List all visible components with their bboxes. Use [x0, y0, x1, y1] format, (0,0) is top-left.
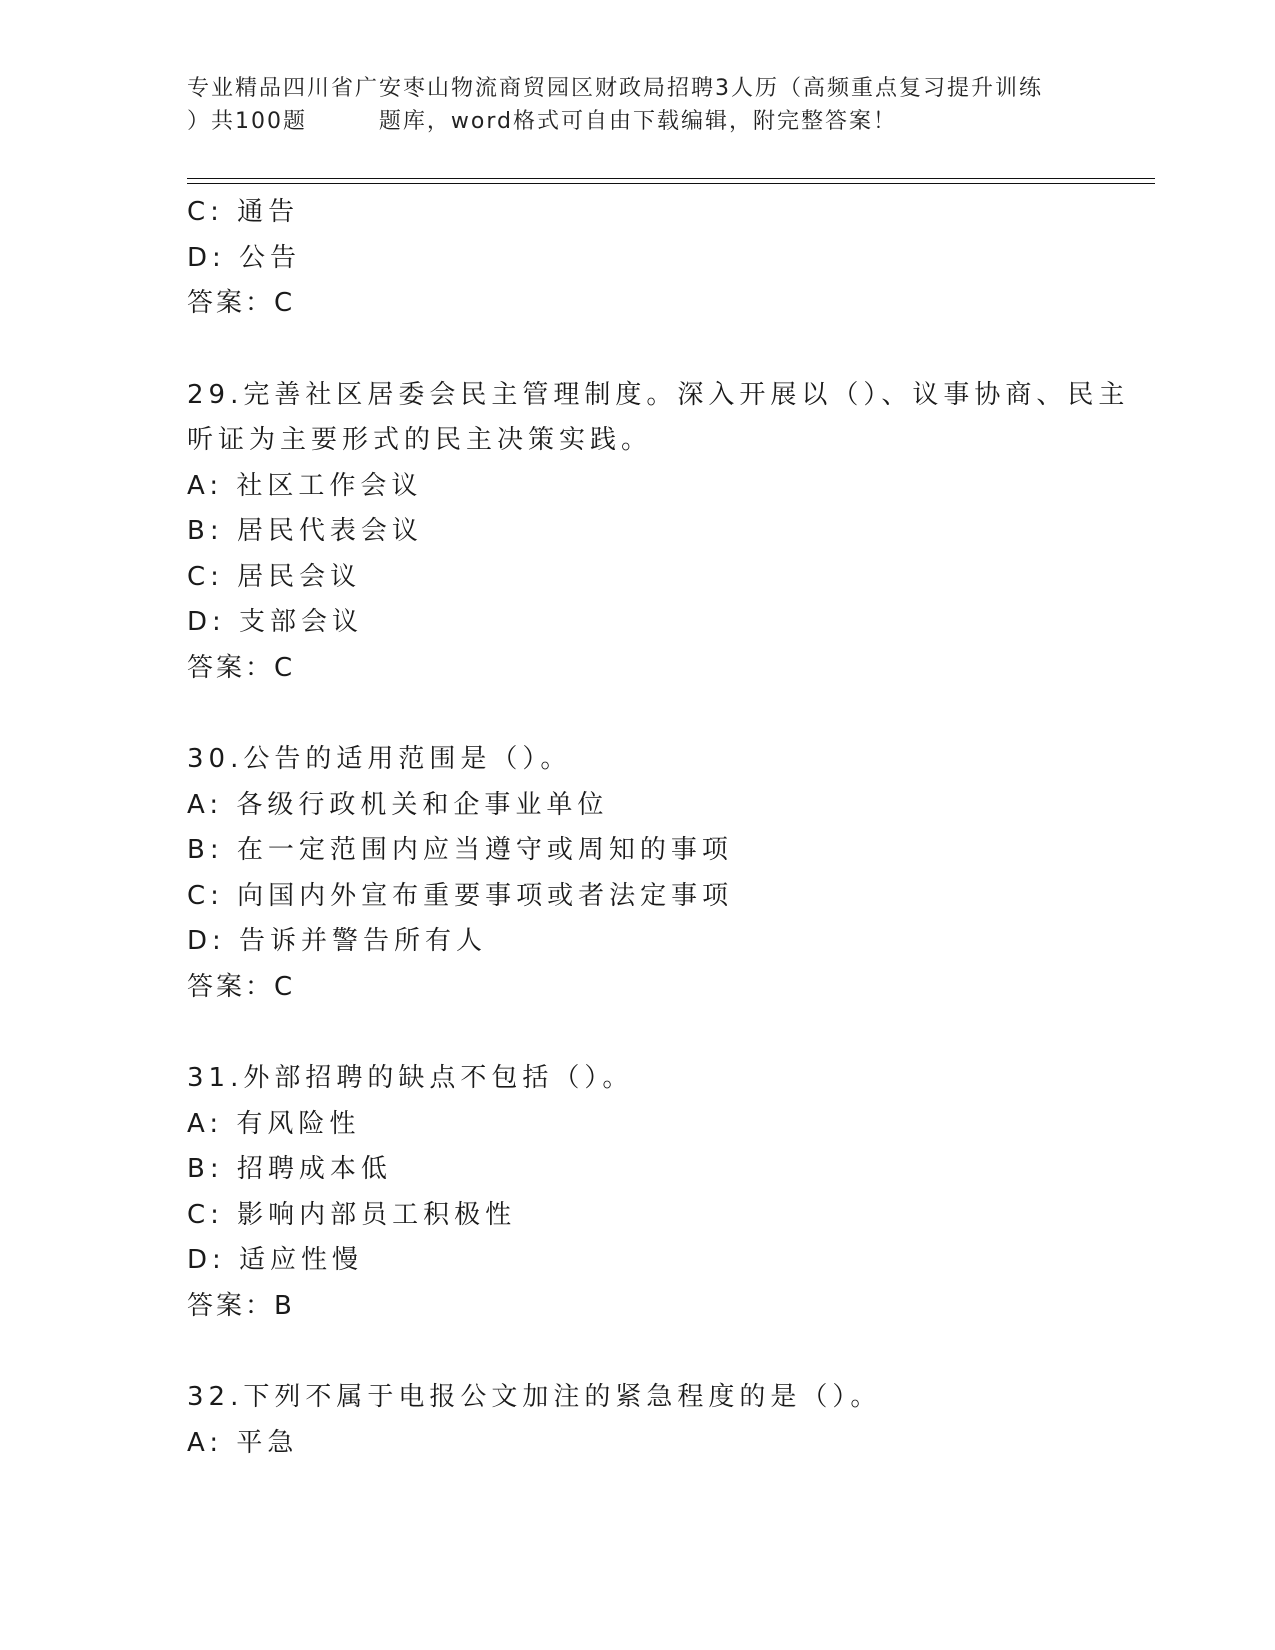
option-c: C: 居民会议 [187, 561, 362, 592]
answer-line: 答案：C [187, 652, 296, 683]
spacer [187, 327, 1147, 373]
answer-line: 答案：C [187, 971, 296, 1002]
option-a: A: 平急 [187, 1427, 299, 1458]
option-b: B: 招聘成本低 [187, 1154, 392, 1184]
answer-line: 答案：B [187, 1290, 295, 1321]
spacer [187, 1329, 1147, 1375]
question-block-30 [187, 737, 1147, 1010]
option-c: C: 通告 [187, 197, 300, 227]
question-block-29 [187, 373, 1147, 692]
question-stem: 31.外部招聘的缺点不包括（）。 [187, 1063, 634, 1093]
option-d: D: 公告 [187, 242, 302, 273]
spacer [187, 1010, 1147, 1056]
option-c: C: 向国内外宣布重要事项或者法定事项 [187, 880, 734, 911]
question-stem: 29.完善社区居委会民主管理制度。深入开展以（）、议事协商、民主 [187, 379, 1130, 410]
question-list [187, 190, 1147, 1466]
option-d: D: 告诉并警告所有人 [187, 926, 488, 956]
header-divider-top [187, 178, 1155, 179]
question-stem-continued: 听证为主要形式的民主决策实践。 [187, 425, 653, 455]
question-stem: 32.下列不属于电报公文加注的紧急程度的是（）。 [187, 1382, 882, 1412]
question-stem: 30.公告的适用范围是（）。 [187, 744, 572, 774]
answer-line: 答案：C [187, 288, 296, 318]
question-block-31 [187, 1056, 1147, 1329]
option-c: C: 影响内部员工积极性 [187, 1199, 517, 1230]
document-header [187, 72, 1087, 138]
header-title-line1: 专业精品四川省广安枣山物流商贸园区财政局招聘3人历（高频重点复习提升训练 [187, 76, 1043, 101]
question-block-32 [187, 1375, 1147, 1466]
option-d: D: 适应性慢 [187, 1245, 364, 1275]
option-b: B: 在一定范围内应当遵守或周知的事项 [187, 835, 733, 865]
option-b: B: 居民代表会议 [187, 516, 423, 546]
option-a: A: 各级行政机关和企事业单位 [187, 789, 609, 820]
option-a: A: 社区工作会议 [187, 470, 423, 501]
option-a: A: 有风险性 [187, 1108, 361, 1139]
question-block-prev [187, 190, 1147, 327]
header-title-line2: ）共100题 题库，word格式可自由下载编辑，附完整答案！ [187, 109, 898, 134]
header-divider-bottom [187, 183, 1155, 184]
option-d: D: 支部会议 [187, 607, 364, 637]
spacer [187, 691, 1147, 737]
